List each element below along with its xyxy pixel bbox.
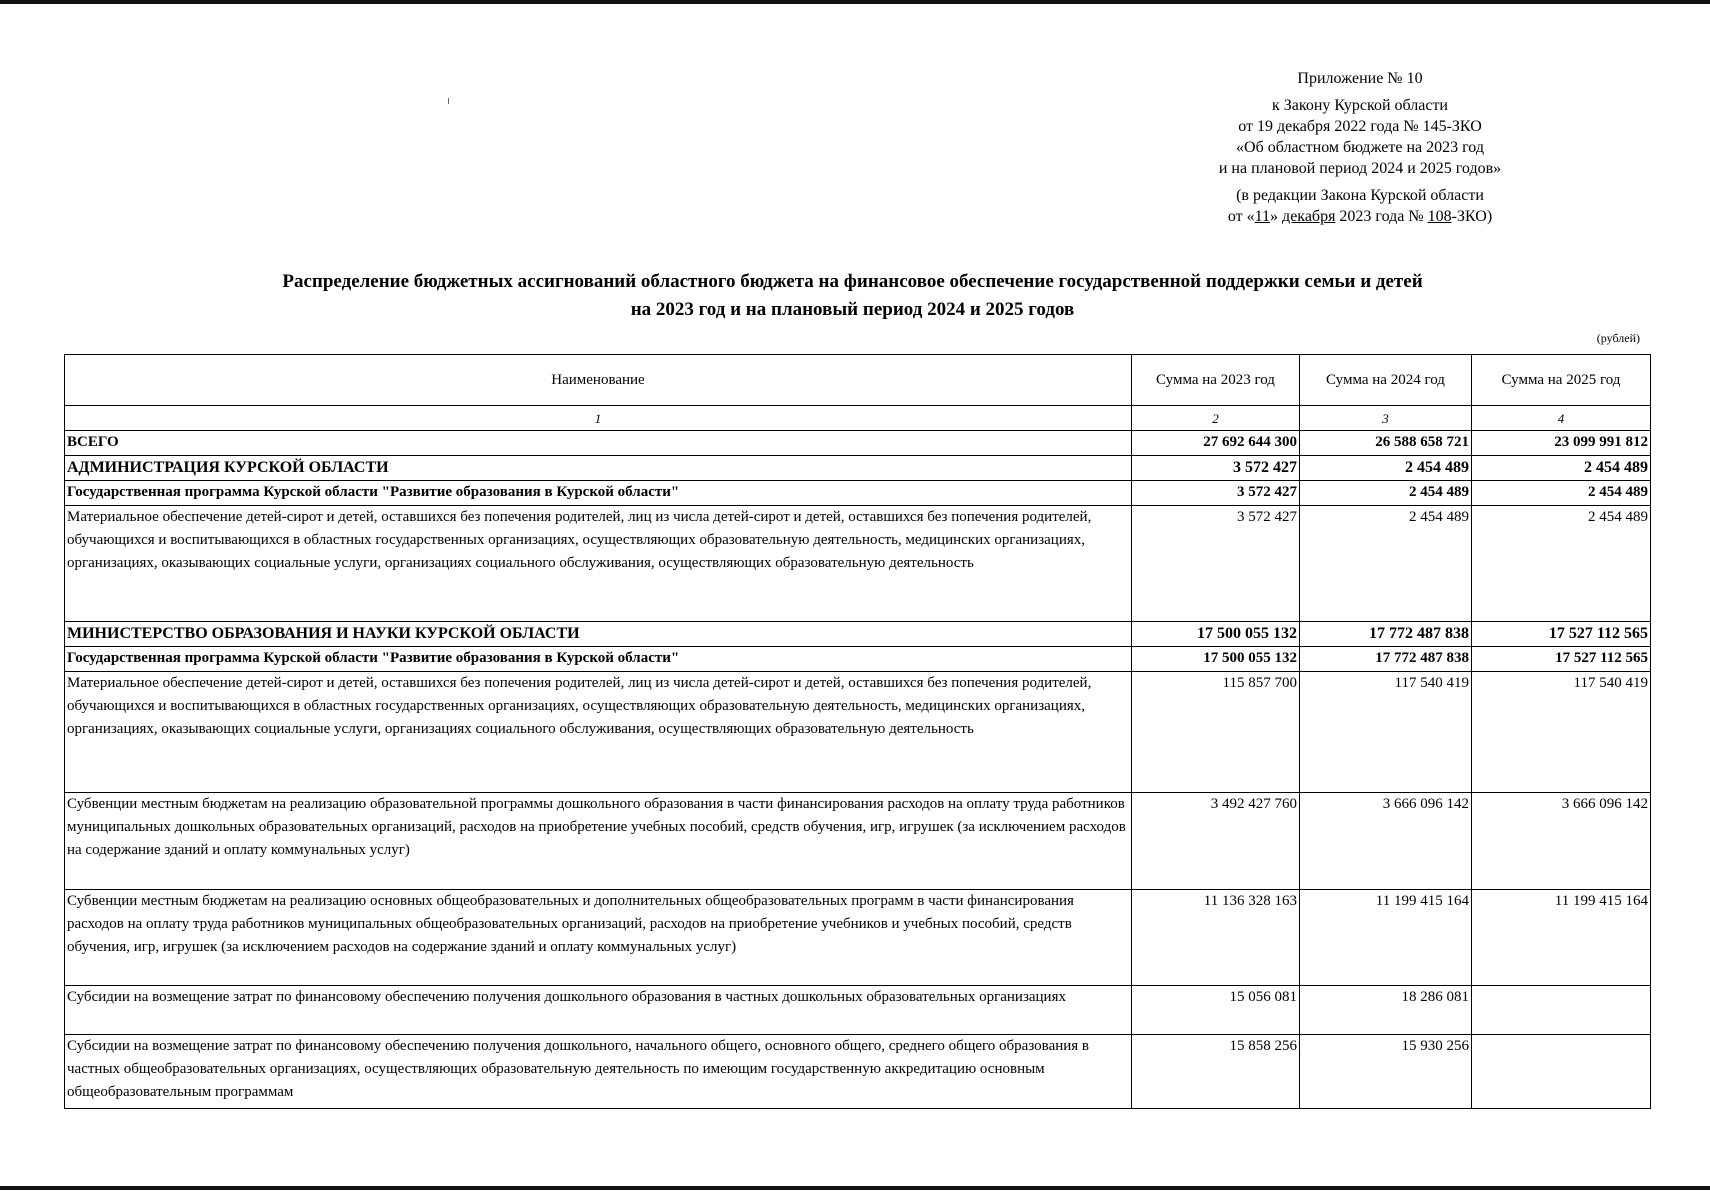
amount-2025: 2 454 489	[1472, 456, 1651, 481]
amount-2023: 15 858 256	[1132, 1035, 1300, 1109]
amount-2023: 27 692 644 300	[1132, 431, 1300, 456]
amount-2025: 3 666 096 142	[1472, 793, 1651, 890]
appendix-law-date: от 19 декабря 2022 года № 145-ЗКО	[1238, 118, 1482, 135]
table-row	[65, 672, 1651, 793]
table-row-department	[65, 456, 1651, 481]
amount-2025: 11 199 415 164	[1472, 890, 1651, 986]
row-name: Субвенции местным бюджетам на реализацию образовательной программы дошкольного образования в части финансирования расходов на оплату труда работников муниципальных дошкольных образовательных организаций, расходов на приобретение учебных пособий, средств обучения, игр, игрушек (за исключением расходов на содержание зданий и оплату коммунальных услуг)	[65, 793, 1132, 890]
title-line-2: на 2023 год и на плановый период 2024 и 2025 годов	[630, 299, 1075, 320]
amount-2025: 17 527 112 565	[1472, 622, 1651, 647]
table-row-program	[65, 647, 1651, 672]
row-name: Субвенции местным бюджетам на реализацию основных общеобразовательных и дополнительных общеобразовательных программ в части финансирования расходов на оплату труда работников муниципальных общеобразовательных организаций, расходов на приобретение учебников и учебных пособий, средств обучения, игр, игрушек (за исключением расходов на содержание зданий и оплату коммунальных услуг)	[65, 890, 1132, 986]
header-name: Наименование	[65, 355, 1132, 406]
row-name: Субсидии на возмещение затрат по финансовому обеспечению получения дошкольного образования в частных дошкольных образовательных организациях	[65, 986, 1132, 1035]
table-row-program	[65, 481, 1651, 506]
appendix-law-title: «Об областном бюджете на 2023 год	[1236, 139, 1484, 156]
budget-table	[64, 354, 1651, 1109]
appendix-law-title-cont: и на плановой период 2024 и 2025 годов»	[1218, 160, 1502, 177]
amount-2025	[1472, 1035, 1651, 1109]
amount-2023: 15 056 081	[1132, 986, 1300, 1035]
amount-2024: 2 454 489	[1300, 456, 1472, 481]
amount-2024: 3 666 096 142	[1300, 793, 1472, 890]
scan-top-edge	[0, 0, 1710, 4]
table-row	[65, 890, 1651, 986]
appendix-block	[1150, 68, 1570, 227]
table-row	[65, 986, 1651, 1035]
title-line-1: Распределение бюджетных ассигнований областного бюджета на финансовое обеспечение государственной поддержки семьи и детей	[282, 271, 1423, 292]
appendix-revision-date: от «11» декабря 2023 года № 108-ЗКО)	[1227, 208, 1493, 225]
amount-2025: 117 540 419	[1472, 672, 1651, 793]
row-name: АДМИНИСТРАЦИЯ КУРСКОЙ ОБЛАСТИ	[65, 456, 1132, 481]
appendix-number: Приложение № 10	[1297, 70, 1423, 87]
amount-2024: 17 772 487 838	[1300, 647, 1472, 672]
document-title	[60, 268, 1645, 324]
amount-2025: 23 099 991 812	[1472, 431, 1651, 456]
row-name: Государственная программа Курской области "Развитие образования в Курской области"	[65, 647, 1132, 672]
amount-2024: 2 454 489	[1300, 481, 1472, 506]
table-row-total	[65, 431, 1651, 456]
row-name: Материальное обеспечение детей-сирот и детей, оставшихся без попечения родителей, лиц из числа детей-сирот и детей, оставшихся без попечения родителей, обучающихся и воспитывающихся в областных государственных организациях, осуществляющих образовательную деятельность, медицинских организациях, организациях, оказывающих социальные услуги, организациях социального обслуживания, осуществляющих образовательную деятельность	[65, 506, 1132, 622]
amount-2024: 117 540 419	[1300, 672, 1472, 793]
amount-2023: 17 500 055 132	[1132, 647, 1300, 672]
appendix-revision: (в редакции Закона Курской области	[1236, 187, 1484, 204]
amount-2024: 18 286 081	[1300, 986, 1472, 1035]
table-row-department	[65, 622, 1651, 647]
row-name: Государственная программа Курской области "Развитие образования в Курской области"	[65, 481, 1132, 506]
row-name: ВСЕГО	[65, 431, 1132, 456]
amount-2025: 17 527 112 565	[1472, 647, 1651, 672]
amount-2023: 17 500 055 132	[1132, 622, 1300, 647]
amount-2023: 3 572 427	[1132, 456, 1300, 481]
table-row	[65, 793, 1651, 890]
amount-2023: 3 492 427 760	[1132, 793, 1300, 890]
scan-bottom-edge	[0, 1186, 1710, 1190]
amount-2025: 2 454 489	[1472, 481, 1651, 506]
amount-2025	[1472, 986, 1651, 1035]
amount-2024: 17 772 487 838	[1300, 622, 1472, 647]
table-header-row	[65, 355, 1651, 406]
table-row	[65, 1035, 1651, 1109]
column-index-row	[65, 406, 1651, 431]
appendix-law-ref: к Закону Курской области	[1272, 97, 1448, 114]
header-2023: Сумма на 2023 год	[1132, 355, 1300, 406]
row-name: Субсидии на возмещение затрат по финансовому обеспечению получения дошкольного, начального общего, основного общего, среднего общего образования в частных общеобразовательных организациях, осуществляющих образовательную деятельность по имеющим государственную аккредитацию основным общеобразовательным программам	[65, 1035, 1132, 1109]
index-cell: 1	[65, 406, 1132, 431]
amount-2023: 3 572 427	[1132, 481, 1300, 506]
row-name: МИНИСТЕРСТВО ОБРАЗОВАНИЯ И НАУКИ КУРСКОЙ ОБЛАСТИ	[65, 622, 1132, 647]
row-name: Материальное обеспечение детей-сирот и детей, оставшихся без попечения родителей, лиц из числа детей-сирот и детей, оставшихся без попечения родителей, обучающихся и воспитывающихся в областных государственных организациях, осуществляющих образовательную деятельность, медицинских организациях, организациях, оказывающих социальные услуги, организациях социального обслуживания, осуществляющих образовательную деятельность	[65, 672, 1132, 793]
units-label: (рублей)	[1596, 331, 1640, 345]
index-cell: 3	[1300, 406, 1472, 431]
amount-2023: 11 136 328 163	[1132, 890, 1300, 986]
scan-speck	[448, 98, 449, 104]
index-cell: 4	[1472, 406, 1651, 431]
amount-2024: 26 588 658 721	[1300, 431, 1472, 456]
amount-2024: 2 454 489	[1300, 506, 1472, 622]
header-2024: Сумма на 2024 год	[1300, 355, 1472, 406]
table-row	[65, 506, 1651, 622]
amount-2023: 3 572 427	[1132, 506, 1300, 622]
amount-2024: 15 930 256	[1300, 1035, 1472, 1109]
amount-2024: 11 199 415 164	[1300, 890, 1472, 986]
amount-2025: 2 454 489	[1472, 506, 1651, 622]
index-cell: 2	[1132, 406, 1300, 431]
amount-2023: 115 857 700	[1132, 672, 1300, 793]
header-2025: Сумма на 2025 год	[1472, 355, 1651, 406]
